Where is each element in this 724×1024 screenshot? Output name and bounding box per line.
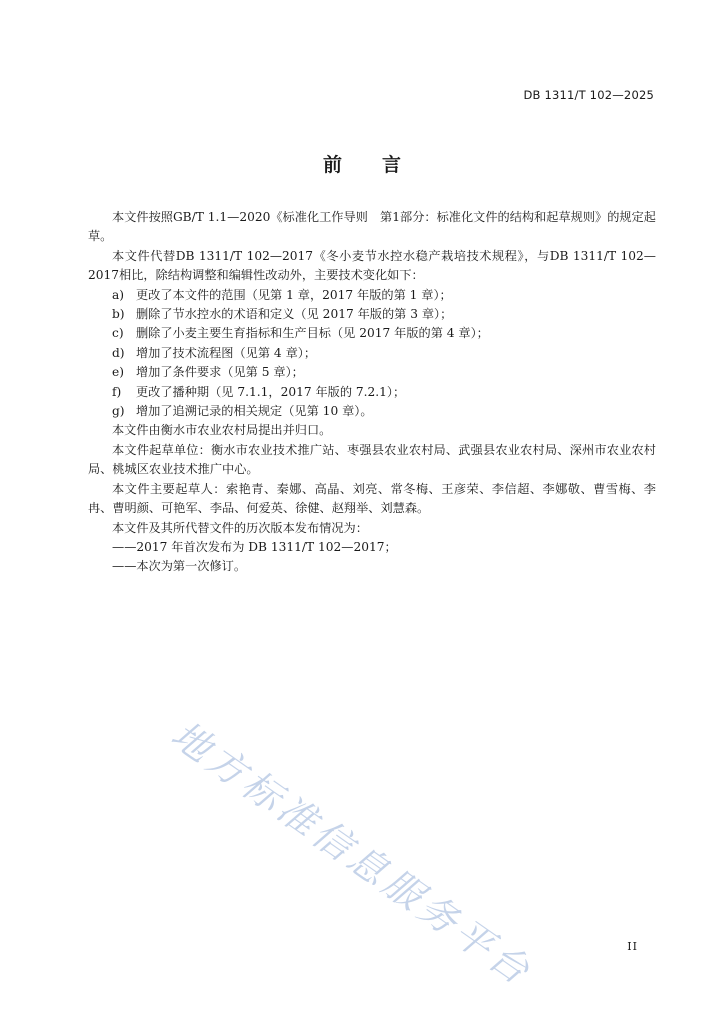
paragraph-drafting-units: 本文件起草单位：衡水市农业技术推广站、枣强县农业农村局、武强县农业农村局、深州市农业农村局、桃城区农业技术推广中心。 bbox=[88, 442, 656, 477]
list-item bbox=[88, 324, 656, 343]
list-text: 更改了播种期（见 7.1.1，2017 年版的 7.2.1）； bbox=[136, 384, 406, 399]
page-number: II bbox=[627, 940, 638, 953]
history-item: ——2017 年首次发布为 DB 1311/T 102—2017； bbox=[112, 539, 397, 554]
list-text: 增加了条件要求（见第 5 章）； bbox=[136, 365, 304, 380]
list-text: 增加了追溯记录的相关规定（见第 10 章）。 bbox=[136, 404, 373, 419]
paragraph-history-intro: 本文件及其所代替文件的历次版本发布情况为： bbox=[112, 520, 368, 535]
list-marker: e) bbox=[112, 365, 124, 380]
list-item bbox=[88, 305, 656, 324]
list-text: 更改了本文件的范围（见第 1 章，2017 年版的第 1 章）； bbox=[136, 287, 452, 302]
list-text: 删除了节水控水的术语和定义（见 2017 年版的第 3 章）； bbox=[136, 307, 453, 322]
watermark: 地方标准信息服务平台 bbox=[163, 712, 541, 996]
list-marker: b) bbox=[112, 307, 125, 322]
list-item bbox=[88, 286, 656, 305]
document-code: DB 1311/T 102—2025 bbox=[523, 88, 654, 102]
list-item bbox=[88, 344, 656, 363]
list-item bbox=[88, 402, 656, 421]
list-marker: c) bbox=[112, 326, 124, 341]
list-marker: a) bbox=[112, 287, 125, 302]
list-text: 删除了小麦主要生育指标和生产目标（见 2017 年版的第 4 章）； bbox=[136, 326, 489, 341]
list-marker: d) bbox=[112, 345, 125, 360]
list-marker: f) bbox=[112, 384, 122, 399]
paragraph-drafting-basis: 本文件按照GB/T 1.1—2020《标准化工作导则 第1部分：标准化文件的结构和起草规则》的规定起草。 bbox=[88, 210, 656, 244]
paragraph-drafters: 本文件主要起草人：索艳青、秦娜、高晶、刘亮、常冬梅、王彦荣、李信超、李娜敬、曹雪梅、李冉、曹明颜、可艳军、李品、何爱英、徐健、赵翔举、刘慧森。 bbox=[88, 481, 656, 516]
list-item bbox=[88, 363, 656, 382]
history-item: ——本次为第一次修订。 bbox=[112, 559, 247, 574]
list-marker: g) bbox=[112, 404, 125, 419]
page-title: 前言 bbox=[322, 154, 441, 176]
list-text: 增加了技术流程图（见第 4 章）； bbox=[136, 345, 317, 360]
foreword-body bbox=[88, 208, 656, 577]
list-item bbox=[88, 383, 656, 402]
paragraph-proposer: 本文件由衡水市农业农村局提出并归口。 bbox=[112, 423, 332, 438]
paragraph-replacement: 本文件代替DB 1311/T 102—2017《冬小麦节水控水稳产栽培技术规程》，与DB 1311/T 102—2017相比，除结构调整和编辑性改动外，主要技术变化如下： bbox=[88, 248, 656, 283]
